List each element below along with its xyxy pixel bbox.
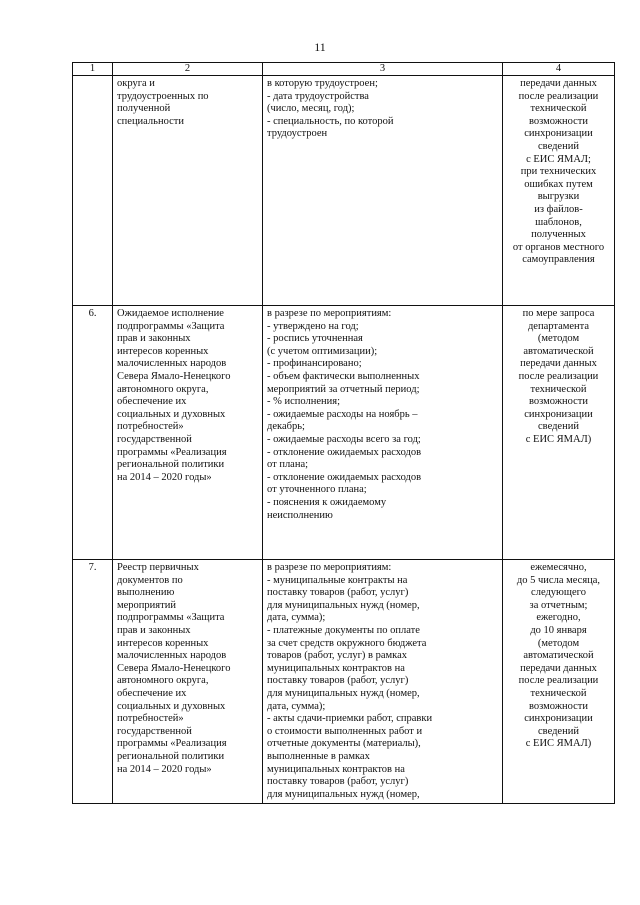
schedule-line: возможности: [528, 115, 589, 127]
schedule-line: шаблонов,: [535, 216, 582, 228]
indicator-content-line: - ожидаемые расходы на ноябрь –: [267, 408, 418, 420]
indicator-name-line: Реестр первичных: [117, 562, 199, 573]
schedule-line: технической: [530, 103, 587, 115]
indicator-name-cell: [113, 306, 263, 560]
indicator-name-line: подпрограммы «Защита: [117, 320, 225, 332]
indicator-content-line: поставку товаров (работ, услуг): [267, 587, 409, 599]
row-number-cell: [73, 76, 113, 306]
indicator-name-line: прав и законных: [117, 333, 191, 345]
schedule-line: синхронизации: [524, 408, 593, 420]
indicator-content-cell: [263, 306, 503, 560]
indicator-name-line: государственной: [117, 725, 192, 737]
indicator-content-line: поставку товаров (работ, услуг): [267, 776, 409, 788]
indicator-content-line: отчетные документы (материалы),: [267, 738, 421, 750]
indicator-name-line: программы «Реализация: [117, 738, 227, 750]
schedule-line: передачи данных: [520, 662, 597, 674]
indicator-name-line: Ожидаемое исполнение: [117, 308, 224, 319]
header-cell-2: 2: [113, 63, 263, 76]
indicator-content-line: для муниципальных нужд (номер,: [267, 788, 420, 800]
indicator-content-line: (с учетом оптимизации);: [267, 345, 378, 357]
schedule-line: ежемесячно,: [530, 562, 587, 573]
indicator-content-line: муниципальных контрактов на: [267, 662, 405, 674]
indicator-content-line: дата, сумма);: [267, 700, 326, 712]
schedule-line: синхронизации: [524, 713, 593, 725]
schedule-line: (методом: [537, 333, 580, 345]
schedule-line: при технических: [520, 166, 597, 178]
schedule-line: до 10 января: [530, 624, 587, 636]
indicator-name-line: подпрограммы «Защита: [117, 612, 225, 624]
schedule-line: технической: [530, 383, 587, 395]
table-header-row: [73, 63, 615, 76]
indicator-content-line: для муниципальных нужд (номер,: [267, 599, 420, 611]
schedule-cell: [503, 76, 615, 306]
schedule-line: ежегодно,: [536, 612, 581, 624]
indicator-content-line: от плана;: [267, 459, 309, 471]
schedule-line: с ЕИС ЯМАЛ): [525, 738, 592, 750]
indicator-name-line: документов по: [117, 574, 183, 586]
indicator-content-line: в разрезе по мероприятиям:: [267, 308, 392, 319]
table-row: [73, 76, 615, 306]
schedule-line: из файлов-: [534, 203, 583, 215]
indicator-name-line: потребностей»: [117, 421, 184, 433]
indicator-name-line: на 2014 – 2020 годы»: [117, 763, 212, 775]
schedule-line: выгрузки: [537, 191, 580, 203]
header-cell-1: 1: [73, 63, 113, 76]
indicator-name-line: обеспечение их: [117, 687, 187, 699]
indicator-name-line: Севера Ямало-Ненецкого: [117, 370, 231, 382]
indicator-name-cell: [113, 560, 263, 804]
schedule-line: до 5 числа месяца,: [516, 574, 601, 586]
indicator-name-line: мероприятий: [117, 599, 176, 611]
indicator-content-cell: [263, 560, 503, 804]
indicator-name-line: малочисленных народов: [117, 650, 227, 662]
indicator-name-line: социальных и духовных: [117, 700, 226, 712]
schedule-line: (методом: [537, 637, 580, 649]
schedule-line: сведений: [538, 140, 579, 152]
schedule-line: по мере запроса: [522, 308, 595, 319]
indicator-content-line: выполненные в рамках: [267, 750, 370, 762]
row-number-cell: [73, 306, 113, 560]
schedule-line: с ЕИС ЯМАЛ): [525, 433, 592, 445]
schedule-line: автоматической: [523, 345, 594, 357]
indicator-name-line: Севера Ямало-Ненецкого: [117, 662, 231, 674]
indicator-name-line: государственной: [117, 433, 192, 445]
indicator-content-line: неисполнению: [267, 509, 333, 521]
indicator-content-line: (число, месяц, год);: [267, 103, 355, 115]
indicator-content-line: - дата трудоустройства: [267, 90, 369, 102]
schedule-line: автоматической: [523, 650, 594, 662]
indicator-name-line: программы «Реализация: [117, 446, 227, 458]
row-number: 6.: [88, 308, 97, 319]
schedule-line: от органов местного: [512, 241, 605, 253]
indicator-name-line: потребностей»: [117, 713, 184, 725]
indicator-name-line: на 2014 – 2020 годы»: [117, 471, 212, 483]
indicator-name-line: региональной политики: [117, 750, 225, 762]
indicator-content-line: товаров (работ, услуг) в рамках: [267, 650, 407, 662]
schedule-line: следующего: [531, 587, 586, 599]
header-cell-3: 3: [263, 63, 503, 76]
indicator-name-line: интересов коренных: [117, 637, 209, 649]
indicator-name-line: прав и законных: [117, 624, 191, 636]
schedule-line: возможности: [528, 700, 589, 712]
indicator-name-line: специальности: [117, 115, 184, 127]
indicator-content-line: - муниципальные контракты на: [267, 574, 408, 586]
schedule-line: после реализации: [518, 90, 599, 102]
indicator-name-line: выполнению: [117, 587, 175, 599]
indicator-content-line: - платежные документы по оплате: [267, 624, 420, 636]
indicator-name-line: автономного округа,: [117, 383, 209, 395]
indicator-name-line: социальных и духовных: [117, 408, 226, 420]
indicator-content-line: для муниципальных нужд (номер,: [267, 687, 420, 699]
indicator-name-line: автономного округа,: [117, 675, 209, 687]
indicator-content-line: декабрь;: [267, 421, 305, 433]
header-cell-4: 4: [503, 63, 615, 76]
indicator-name-line: округа и: [117, 78, 155, 89]
schedule-line: ошибках путем: [524, 178, 593, 190]
document-table: [72, 62, 615, 804]
schedule-line: департамента: [527, 320, 590, 332]
indicator-name-line: региональной политики: [117, 459, 225, 471]
indicator-content-line: поставку товаров (работ, услуг): [267, 675, 409, 687]
schedule-line: самоуправления: [522, 254, 595, 266]
table-row: [73, 306, 615, 560]
schedule-line: сведений: [538, 725, 579, 737]
indicator-name-cell: [113, 76, 263, 306]
indicator-name-line: интересов коренных: [117, 345, 209, 357]
indicator-content-line: в которую трудоустроен;: [267, 78, 378, 89]
schedule-cell: [503, 560, 615, 804]
indicator-name-line: трудоустроенных по: [117, 90, 209, 102]
indicator-content-line: за счет средств окружного бюджета: [267, 637, 427, 649]
schedule-line: после реализации: [518, 370, 599, 382]
indicator-content-line: - отклонение ожидаемых расходов: [267, 471, 422, 483]
indicator-content-line: мероприятий за отчетный период;: [267, 383, 420, 395]
indicator-content-line: - специальность, по которой: [267, 115, 394, 127]
indicator-content-line: - профинансировано;: [267, 358, 362, 370]
indicator-content-line: - объем фактически выполненных: [267, 370, 420, 382]
schedule-line: передачи данных: [520, 358, 597, 370]
table-row: [73, 560, 615, 804]
indicator-name-line: обеспечение их: [117, 396, 187, 408]
indicator-content-line: муниципальных контрактов на: [267, 763, 405, 775]
indicator-content-line: - акты сдачи-приемки работ, справки: [267, 713, 433, 725]
schedule-line: передачи данных: [520, 78, 597, 89]
schedule-line: после реализации: [518, 675, 599, 687]
indicator-content-line: трудоустроен: [267, 128, 328, 140]
schedule-line: синхронизации: [524, 128, 593, 140]
schedule-line: полученных: [531, 229, 586, 241]
indicator-name-line: малочисленных народов: [117, 358, 227, 370]
schedule-line: технической: [530, 687, 587, 699]
schedule-line: с ЕИС ЯМАЛ;: [526, 153, 591, 165]
page-number: 11: [314, 40, 326, 54]
indicator-content-line: о стоимости выполненных работ и: [267, 725, 423, 737]
indicator-content-line: - роспись уточненная: [267, 333, 363, 345]
schedule-line: за отчетным;: [529, 599, 588, 611]
indicator-content-line: - пояснения к ожидаемому: [267, 496, 387, 508]
indicator-content-line: - утверждено на год;: [267, 320, 359, 332]
indicator-content-cell: [263, 76, 503, 306]
indicator-content-line: - % исполнения;: [267, 396, 341, 408]
indicator-content-line: от уточненного плана;: [267, 484, 367, 496]
indicator-content-line: - отклонение ожидаемых расходов: [267, 446, 422, 458]
indicator-content-line: - ожидаемые расходы всего за год;: [267, 433, 421, 445]
row-number-cell: [73, 560, 113, 804]
schedule-cell: [503, 306, 615, 560]
indicator-name-line: полученной: [117, 103, 171, 115]
row-number: 7.: [88, 562, 97, 573]
schedule-line: сведений: [538, 421, 579, 433]
indicator-content-line: дата, сумма);: [267, 612, 326, 624]
schedule-line: возможности: [528, 396, 589, 408]
indicator-content-line: в разрезе по мероприятиям:: [267, 562, 392, 573]
